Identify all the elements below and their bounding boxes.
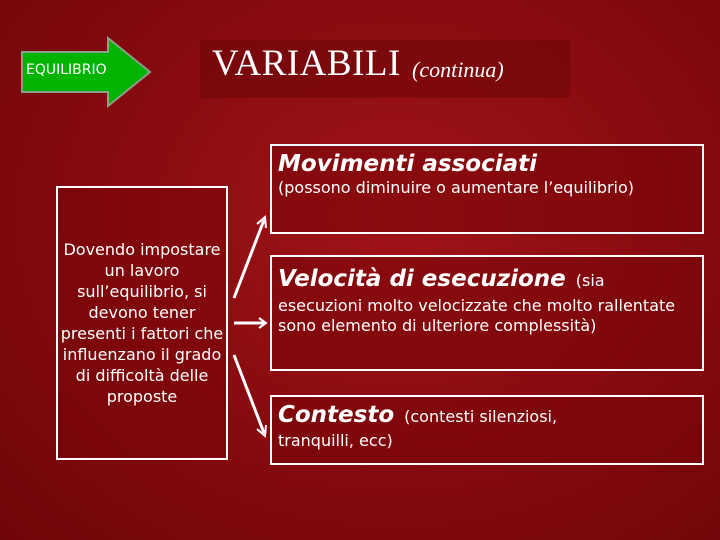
arrow-connector-bottom-head: [257, 425, 266, 436]
arrow-connector-middle-head: [259, 318, 266, 328]
factor-heading: [278, 401, 696, 431]
factor-heading-text: Movimenti associati: [278, 151, 538, 177]
factor-heading-text: Velocità di esecuzione: [278, 266, 566, 292]
arrow-connector-top-head: [257, 217, 266, 228]
factor-body: esecuzioni molto velocizzate che molto rallentate sono elemento di ulteriore complessità): [278, 296, 676, 335]
factor-heading: [278, 265, 696, 295]
arrow-connector-bottom: [234, 355, 264, 433]
factor-heading: [278, 150, 696, 178]
factor-body: (possono diminuire o aumentare l’equilibrio): [278, 178, 635, 197]
factor-box-movimenti: [270, 144, 704, 234]
factor-heading-note: (contesti silenziosi,: [404, 407, 558, 426]
page-subtitle: (continua): [412, 57, 504, 82]
factor-heading-text: Contesto: [278, 402, 395, 428]
factor-box-velocita: [270, 255, 704, 371]
factor-body: tranquilli, ecc): [278, 431, 393, 450]
intro-text: Dovendo impostare un lavoro sull’equilibrio, si devono tener presenti i fattori che influenzano il grado di difficoltà delle proposte: [60, 240, 224, 406]
arrow-connector-top: [234, 220, 264, 298]
equilibrio-arrow-badge: [20, 36, 152, 108]
page-title: VARIABILI: [212, 43, 401, 84]
badge-label: EQUILIBRIO: [26, 62, 107, 78]
factor-box-contesto: [270, 395, 704, 465]
intro-box: [56, 186, 228, 460]
factor-heading-note: (sia: [575, 271, 605, 290]
